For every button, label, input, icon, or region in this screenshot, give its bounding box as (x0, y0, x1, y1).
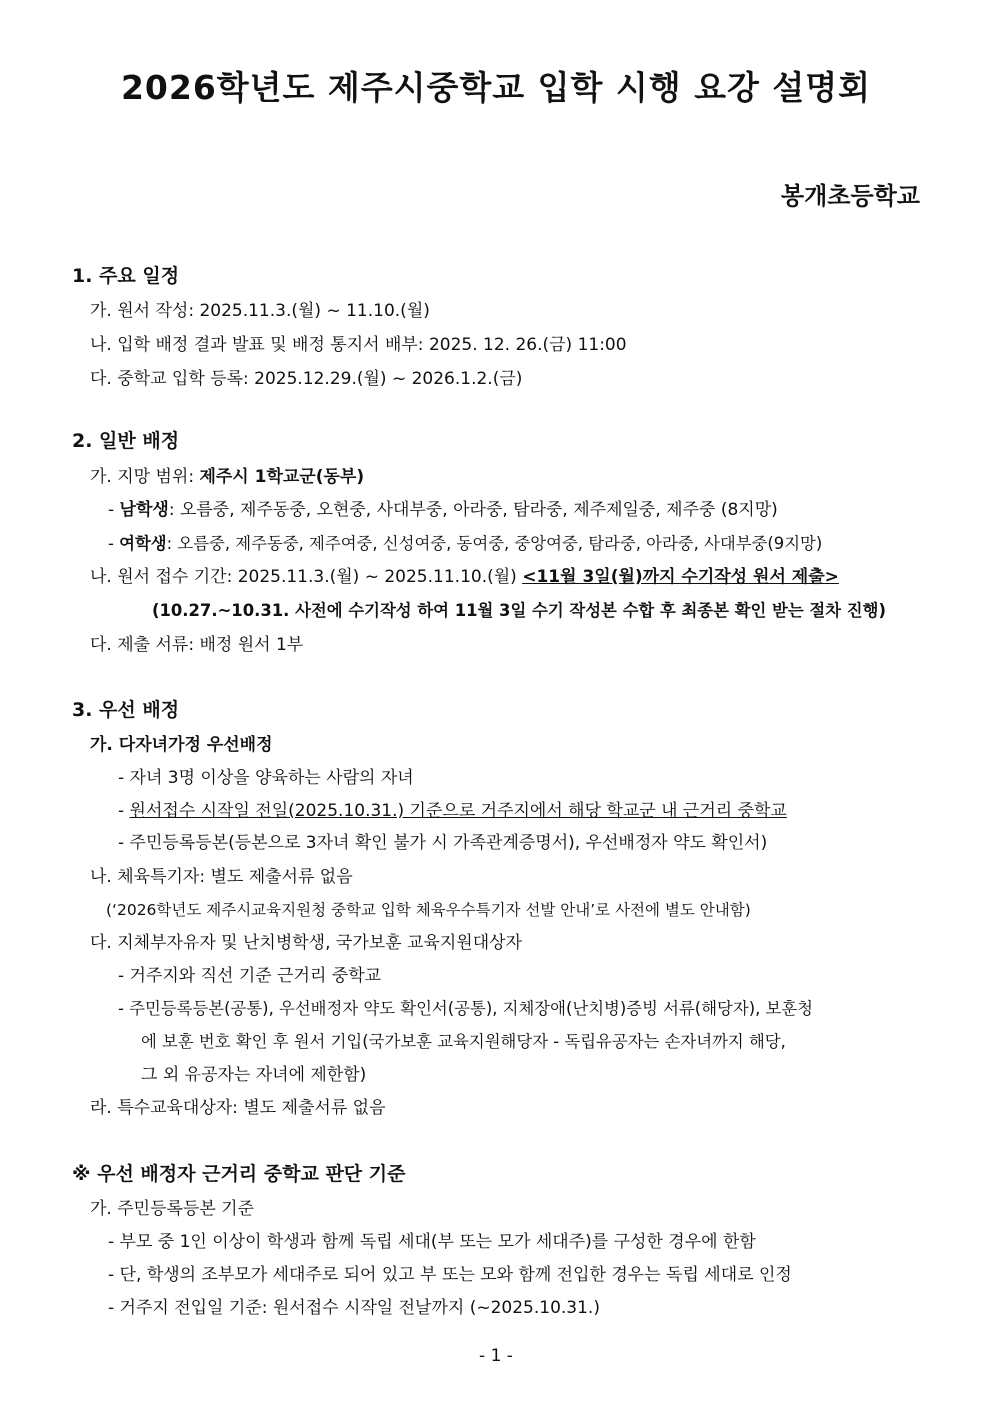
s1-item-c: 다. 중학교 입학 등록: 2025.12.29.(월) ~ 2026.1.2.(금) (90, 369, 523, 389)
s3-item-c2-line1: - 주민등록등본(공통), 우선배정자 약도 확인서(공통), 지체장애(난치병)증빙 서류(해당자), 보훈청 (118, 999, 814, 1018)
s4-item-a1: - 부모 중 1인 이상이 학생과 함께 독립 세대(부 또는 모가 세대주)를 구성한 경우에 한함 (108, 1232, 756, 1252)
s4-item-a: 가. 주민등록등본 기준 (90, 1199, 255, 1219)
s3-item-a2-prefix: - (118, 801, 130, 821)
s3-item-c: 다. 지체부자유자 및 난치병학생, 국가보훈 교육지원대상자 (90, 933, 522, 953)
s2-girls-label: 여학생 (119, 534, 167, 553)
document-title: 2026학년도 제주시중학교 입학 시행 요강 설명회 (120, 68, 872, 107)
s2-girls-prefix: - (108, 534, 120, 553)
s2-boys-text: : 오름중, 제주동중, 오현중, 사대부중, 아라중, 탐라중, 제주제일중, 제주중 (8지망) (168, 500, 778, 520)
s3-item-c2-line2: 에 보훈 번호 확인 후 원서 기입(국가보훈 교육지원해당자 - 독립유공자는 손자녀까지 해당, (141, 1032, 786, 1051)
s3-item-d: 라. 특수교육대상자: 별도 제출서류 없음 (90, 1098, 386, 1118)
s4-item-a2: - 단, 학생의 조부모가 세대주로 되어 있고 부 또는 모와 함께 전입한 경우는 독립 세대로 인정 (108, 1265, 792, 1285)
s3-item-c1: - 거주지와 직선 기준 근거리 중학교 (118, 966, 382, 986)
s2-item-a-label: 가. 지망 범위: (90, 467, 200, 487)
s3-item-b: 나. 체육특기자: 별도 제출서류 없음 (90, 867, 353, 887)
s2-item-b-note: (10.27.~10.31. 사전에 수기작성 하여 11월 3일 수기 작성본 수합 후 최종본 확인 받는 절차 진행) (152, 601, 886, 620)
s2-boys-label: 남학생 (119, 500, 169, 520)
s3-item-a1: - 자녀 3명 이상을 양육하는 사람의 자녀 (118, 768, 414, 788)
s4-item-a3: - 거주지 전입일 기준: 원서접수 시작일 전날까지 (~2025.10.31.) (108, 1298, 600, 1318)
s2-item-a-value: 제주시 1학교군(동부) (199, 467, 365, 487)
s2-boys-prefix: - (108, 500, 120, 520)
section-1-heading: 1. 주요 일정 (72, 265, 180, 287)
s2-girls-text: : 오름중, 제주동중, 제주여중, 신성여중, 동여중, 중앙여중, 탐라중, 아라중, 사대부중(9지망) (166, 534, 823, 553)
s2-item-b-emphasis: <11월 3일(월)까지 수기작성 원서 제출> (522, 567, 839, 587)
section-criteria-heading: ※ 우선 배정자 근거리 중학교 판단 기준 (72, 1163, 406, 1185)
s2-girls-line (108, 533, 822, 555)
school-name: 봉개초등학교 (780, 182, 920, 210)
s1-item-a: 가. 원서 작성: 2025.11.3.(월) ~ 11.10.(월) (90, 301, 430, 321)
page-number: - 1 - (479, 1346, 513, 1366)
s2-item-a (90, 466, 364, 488)
s3-item-a3: - 주민등록등본(등본으로 3자녀 확인 불가 시 가족관계증명서), 우선배정자 약도 확인서) (118, 833, 768, 853)
s3-item-a-heading: 가. 다자녀가정 우선배정 (90, 735, 273, 755)
s3-item-c2-line3: 그 외 유공자는 자녀에 제한함) (141, 1065, 367, 1085)
s2-boys-line (108, 499, 778, 521)
s3-item-a2-text: 원서접수 시작일 전일(2025.10.31.) 기준으로 거주지에서 해당 학교군 내 근거리 중학교 (129, 801, 787, 821)
section-2-heading: 2. 일반 배정 (72, 430, 180, 452)
s3-item-b-note: (‘2026학년도 제주시교육지원청 중학교 입학 체육우수특기자 선발 안내’로 사전에 별도 안내함) (106, 901, 751, 919)
s2-item-b-text: 나. 원서 접수 기간: 2025.11.3.(월) ~ 2025.11.10.(월) (90, 567, 523, 587)
s1-item-b: 나. 입학 배정 결과 발표 및 배정 통지서 배부: 2025. 12. 26.(금) 11:00 (90, 335, 627, 355)
s2-item-c: 다. 제출 서류: 배정 원서 1부 (90, 635, 304, 655)
s3-item-a2 (118, 800, 787, 822)
section-3-heading: 3. 우선 배정 (72, 699, 180, 721)
s2-item-b (90, 566, 839, 588)
